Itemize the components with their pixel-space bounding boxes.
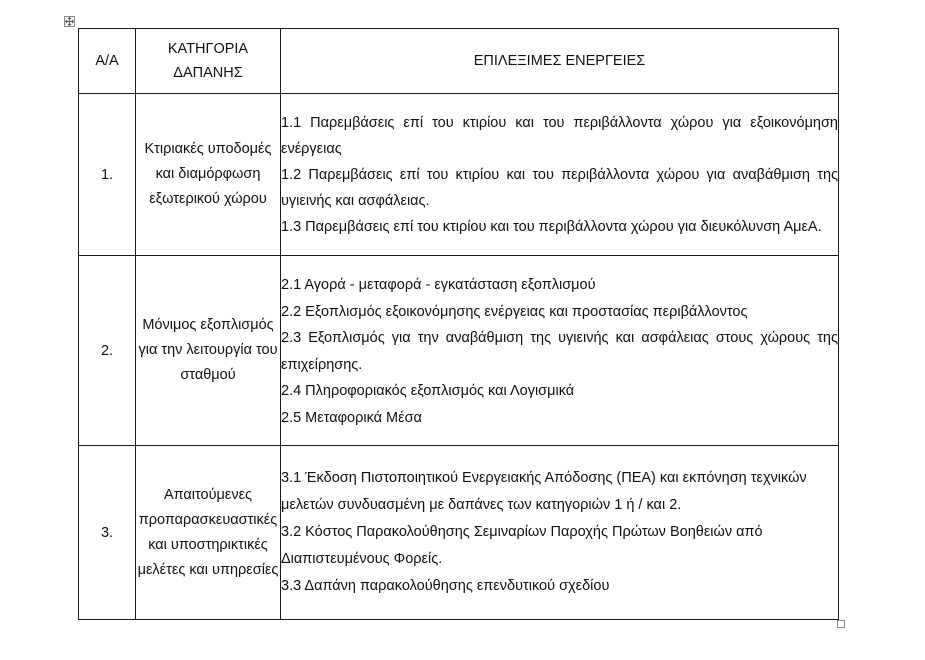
row-category bbox=[136, 94, 281, 256]
action-item: 2.4 Πληροφοριακός εξοπλισμός και Λογισμικά bbox=[281, 383, 575, 399]
action-item: 1.2 Παρεμβάσεις επί του κτιρίου και του περιβάλλοντα χώρου για αναβάθμιση της υγιεινής και ασφάλειας. bbox=[281, 166, 838, 209]
category-text: Κτιριακές υποδομές και διαμόρφωση εξωτερικού χώρου bbox=[144, 141, 272, 207]
table-row bbox=[79, 94, 839, 256]
table-header-row bbox=[79, 29, 839, 94]
row-category bbox=[136, 446, 281, 620]
header-actions: ΕΠΙΛΕΞΙΜΕΣ ΕΝΕΡΓΕΙΕΣ bbox=[281, 29, 839, 94]
action-item: 3.3 Δαπάνη παρακολούθησης επενδυτικού σχεδίου bbox=[281, 578, 610, 594]
action-item: 1.3 Παρεμβάσεις επί του κτιρίου και του περιβάλλοντα χώρου για διευκόλυνση ΑμεΑ. bbox=[281, 218, 822, 235]
header-number: Α/Α bbox=[79, 29, 136, 94]
row-number: 1. bbox=[79, 94, 136, 256]
table-resize-handle-icon[interactable] bbox=[837, 620, 845, 628]
category-text: Μόνιμος εξοπλισμός για την λειτουργία του σταθμού bbox=[138, 317, 278, 383]
action-item: 1.1 Παρεμβάσεις επί του κτιρίου και του περιβάλλοντα χώρου για εξοικονόμηση ενέργειας bbox=[281, 114, 838, 157]
row-number: 2. bbox=[79, 256, 136, 446]
action-item: 3.2 Κόστος Παρακολούθησης Σεμιναρίων Παροχής Πρώτων Βοηθειών από Διαπιστευμένους Φορείς. bbox=[281, 524, 763, 567]
row-actions bbox=[281, 256, 839, 446]
action-item: 2.1 Αγορά - μεταφορά - εγκατάσταση εξοπλισμού bbox=[281, 277, 596, 293]
action-item: 2.2 Εξοπλισμός εξοικονόμησης ενέργειας και προστασίας περιβάλλοντος bbox=[281, 303, 748, 320]
action-item: 3.1 Έκδοση Πιστοποιητικού Ενεργειακής Απόδοσης (ΠΕΑ) και εκπόνηση τεχνικών μελετών συνδυασμένη με δαπάνες των κατηγοριών 1 ή / και 2. bbox=[281, 470, 807, 513]
table-row bbox=[79, 446, 839, 620]
row-category bbox=[136, 256, 281, 446]
row-actions bbox=[281, 446, 839, 620]
action-item: 2.3 Εξοπλισμός για την αναβάθμιση της υγιεινής και ασφάλειας στους χώρους της επιχείρησης. bbox=[281, 330, 838, 373]
table-move-handle-icon[interactable] bbox=[64, 16, 75, 27]
action-item: 2.5 Μεταφορικά Μέσα bbox=[281, 409, 422, 426]
row-actions bbox=[281, 94, 839, 256]
expense-table bbox=[78, 28, 839, 620]
header-category: ΚΑΤΗΓΟΡΙΑ ΔΑΠΑΝΗΣ bbox=[136, 29, 281, 94]
row-number: 3. bbox=[79, 446, 136, 620]
table-row bbox=[79, 256, 839, 446]
category-text: Απαιτούμενες προπαρασκευαστικές και υποστηρικτικές μελέτες και υπηρεσίες bbox=[137, 486, 279, 578]
